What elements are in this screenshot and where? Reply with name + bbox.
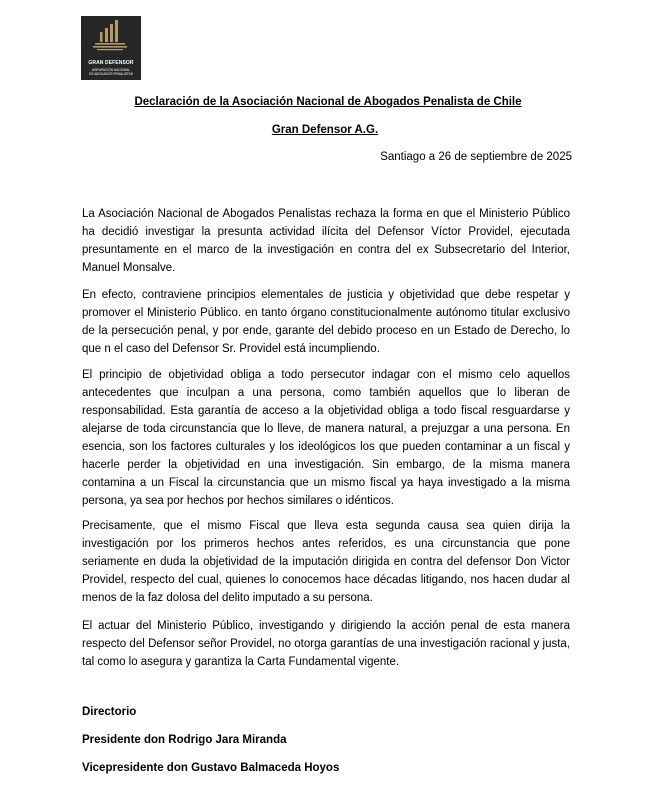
paragraph-4: Precisamente, que el mismo Fiscal que lleva esta segunda causa sea quien dirija la investigación por los primeros hechos antes referidos, es una circunstancia que pone seriamente en duda la objetividad de la imputación dirigida en contra del defensor Don Victor Providel, respecto del cual, quienes lo conocemos hace décadas litigando, nos hacen dudar al menos de la faz dolosa del delito imputado a su persona.	[82, 520, 570, 604]
logo-title: GRAN DEFENSOR	[88, 60, 134, 66]
paragraph-1: La Asociación Nacional de Abogados Penalistas rechaza la forma en que el Ministerio Público ha decidió investigar la presunta actividad ilícita del Defensor Víctor Providel, ejecutada presuntamente en el marco de la investigación en contra del ex Subsecretario del Interior, Manuel Monsalve.	[82, 208, 570, 274]
document-date: Santiago a 26 de septiembre de 2025	[380, 151, 572, 163]
logo-subtitle-line2: DE ABOGADOS PENALISTAS	[89, 72, 133, 76]
paragraph-5: El actuar del Ministerio Público, investigando y dirigiendo la acción penal de esta manera respecto del Defensor señor Providel, no otorga garantías de una investigación racional y justa, tal como lo asegura y garantiza la Carta Fundamental vigente.	[82, 620, 570, 668]
signature-president: Presidente don Rodrigo Jara Miranda	[82, 734, 287, 746]
paragraph-2: En efecto, contraviene principios elementales de justicia y objetividad que debe respetar y promover el Ministerio Público. en tanto órgano constitucionalmente autónomo titular exclusivo de la persecución penal, y por ende, garante del debido proceso en un Estado de Derecho, lo que n el caso del Defensor Sr. Providel está incumpliendo.	[82, 289, 570, 355]
paragraph-3: El principio de objetividad obliga a todo persecutor indagar con el mismo celo aquellos antecedentes que inculpan a una persona, como también aquellos que lo liberan de responsabilidad. Esta garantía de acceso a la objetividad obliga a todo fiscal resguardarse y alejarse de toda circunstancia que lo lleve, de manera natural, a prejuzgar a una persona. En esencia, son los factores culturales y los ideológicos los que pueden contaminar a un fiscal y hacerle perder la objetividad en una investigación. Sin embargo, de la misma manera contamina a un Fiscal la circunstancia que un mismo fiscal ya haya investigado a la misma persona, ya sea por hechos por hechos similares o idénticos.	[82, 369, 570, 507]
columns-emblem-icon	[81, 16, 141, 60]
document-subtitle: Gran Defensor A.G.	[271, 124, 379, 136]
document-title: Declaración de la Asociación Nacional de Abogados Penalista de Chile	[134, 96, 522, 108]
gran-defensor-logo	[81, 16, 141, 80]
logo-subtitle-line1: AGRUPACIÓN NACIONAL	[91, 68, 131, 72]
signature-board: Directorio	[82, 706, 137, 718]
logo-subtitle	[81, 68, 141, 76]
signature-vice-president: Vicepresidente don Gustavo Balmaceda Hoyos	[82, 762, 340, 774]
